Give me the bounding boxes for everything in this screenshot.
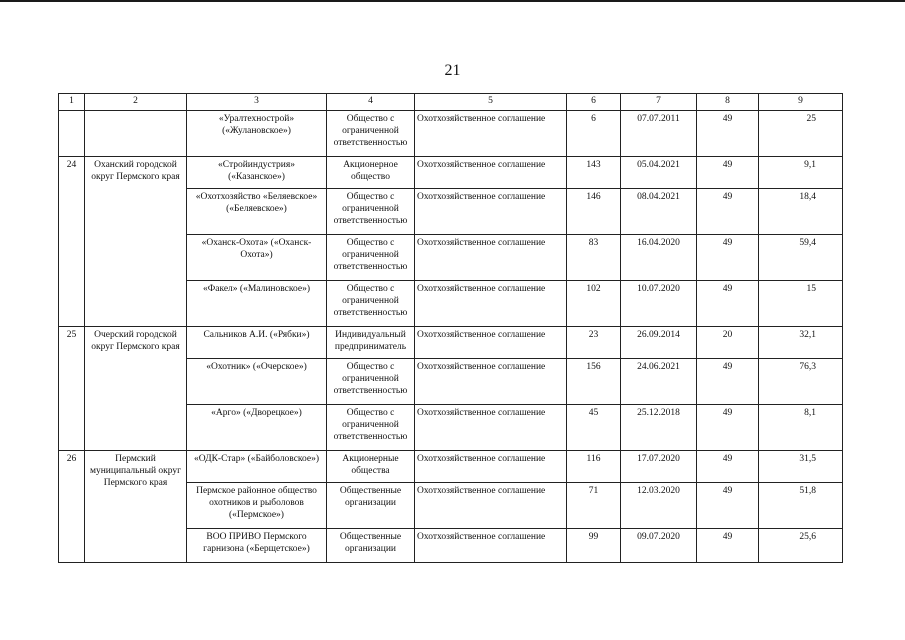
cell-term: 49 (697, 359, 759, 405)
cell-legal-form: Акционерное общество (327, 157, 415, 189)
cell-term: 49 (697, 281, 759, 327)
cell-document: Охотхозяйственное соглашение (415, 405, 567, 451)
hunting-agreements-table (58, 93, 843, 563)
cell-user-name: «Факел» («Малиновское») (187, 281, 327, 327)
table-row (59, 111, 843, 157)
cell-user-name: Сальников А.И. («Рябки») (187, 327, 327, 359)
cell-number: 45 (567, 405, 621, 451)
cell-no: 25 (59, 327, 85, 451)
cell-no: 26 (59, 451, 85, 563)
cell-user-name: «Стройиндустрия» («Казанское») (187, 157, 327, 189)
cell-region: Оханский городской округ Пермского края (85, 157, 187, 327)
cell-no: 24 (59, 157, 85, 327)
cell-area: 51,8 (759, 483, 843, 529)
cell-number: 71 (567, 483, 621, 529)
table-row (59, 157, 843, 189)
cell-date: 26.09.2014 (621, 327, 697, 359)
cell-date: 24.06.2021 (621, 359, 697, 405)
cell-term: 49 (697, 111, 759, 157)
col-header-5: 5 (415, 94, 567, 111)
cell-area: 9,1 (759, 157, 843, 189)
table-header-row (59, 94, 843, 111)
cell-date: 07.07.2011 (621, 111, 697, 157)
cell-area: 31,5 (759, 451, 843, 483)
cell-document: Охотхозяйственное соглашение (415, 529, 567, 563)
col-header-4: 4 (327, 94, 415, 111)
cell-user-name: Пермское районное общество охотников и рыболовов («Пермское») (187, 483, 327, 529)
cell-user-name: ВОО ПРИВО Пермского гарнизона («Берщетское») (187, 529, 327, 563)
col-header-9: 9 (759, 94, 843, 111)
table-row (59, 451, 843, 483)
cell-document: Охотхозяйственное соглашение (415, 189, 567, 235)
cell-area: 8,1 (759, 405, 843, 451)
cell-legal-form: Общество с ограниченной ответственностью (327, 405, 415, 451)
cell-document: Охотхозяйственное соглашение (415, 483, 567, 529)
cell-date: 25.12.2018 (621, 405, 697, 451)
cell-user-name: «Охотхозяйство «Беляевское» («Беляевское») (187, 189, 327, 235)
cell-term: 49 (697, 451, 759, 483)
cell-term: 20 (697, 327, 759, 359)
cell-number: 6 (567, 111, 621, 157)
col-header-6: 6 (567, 94, 621, 111)
cell-number: 143 (567, 157, 621, 189)
cell-area: 18,4 (759, 189, 843, 235)
cell-user-name: «Арго» («Дворецкое») (187, 405, 327, 451)
cell-number: 102 (567, 281, 621, 327)
cell-document: Охотхозяйственное соглашение (415, 111, 567, 157)
cell-term: 49 (697, 157, 759, 189)
cell-date: 12.03.2020 (621, 483, 697, 529)
cell-region: Очерский городской округ Пермского края (85, 327, 187, 451)
cell-number: 116 (567, 451, 621, 483)
col-header-2: 2 (85, 94, 187, 111)
cell-user-name: «ОДК-Стар» («Байболовское») (187, 451, 327, 483)
cell-date: 10.07.2020 (621, 281, 697, 327)
cell-number: 156 (567, 359, 621, 405)
cell-legal-form: Индивидуальный предприниматель (327, 327, 415, 359)
cell-legal-form: Общество с ограниченной ответственностью (327, 189, 415, 235)
cell-legal-form: Общество с ограниченной ответственностью (327, 111, 415, 157)
cell-legal-form: Общество с ограниченной ответственностью (327, 281, 415, 327)
col-header-3: 3 (187, 94, 327, 111)
cell-document: Охотхозяйственное соглашение (415, 281, 567, 327)
cell-date: 17.07.2020 (621, 451, 697, 483)
cell-user-name: «Охотник» («Очерское») (187, 359, 327, 405)
cell-user-name: «Оханск-Охота» («Оханск-Охота») (187, 235, 327, 281)
cell-date: 09.07.2020 (621, 529, 697, 563)
cell-region (85, 111, 187, 157)
cell-document: Охотхозяйственное соглашение (415, 451, 567, 483)
table-row (59, 327, 843, 359)
cell-area: 59,4 (759, 235, 843, 281)
cell-area: 76,3 (759, 359, 843, 405)
cell-area: 32,1 (759, 327, 843, 359)
cell-region: Пермский муниципальный округ Пермского края (85, 451, 187, 563)
cell-legal-form: Акционерные общества (327, 451, 415, 483)
cell-document: Охотхозяйственное соглашение (415, 235, 567, 281)
cell-number: 146 (567, 189, 621, 235)
cell-legal-form: Общественные организации (327, 483, 415, 529)
page-number: 21 (444, 62, 461, 79)
cell-legal-form: Общественные организации (327, 529, 415, 563)
cell-area: 25 (759, 111, 843, 157)
cell-area: 25,6 (759, 529, 843, 563)
cell-document: Охотхозяйственное соглашение (415, 327, 567, 359)
cell-document: Охотхозяйственное соглашение (415, 359, 567, 405)
cell-area: 15 (759, 281, 843, 327)
cell-number: 83 (567, 235, 621, 281)
cell-date: 08.04.2021 (621, 189, 697, 235)
cell-user-name: «Уралтехнострой» («Жулановское») (187, 111, 327, 157)
cell-term: 49 (697, 189, 759, 235)
cell-date: 05.04.2021 (621, 157, 697, 189)
cell-no (59, 111, 85, 157)
cell-number: 23 (567, 327, 621, 359)
col-header-1: 1 (59, 94, 85, 111)
cell-number: 99 (567, 529, 621, 563)
cell-term: 49 (697, 235, 759, 281)
cell-document: Охотхозяйственное соглашение (415, 157, 567, 189)
col-header-7: 7 (621, 94, 697, 111)
cell-term: 49 (697, 483, 759, 529)
cell-term: 49 (697, 405, 759, 451)
col-header-8: 8 (697, 94, 759, 111)
cell-date: 16.04.2020 (621, 235, 697, 281)
scan-top-border (0, 0, 905, 2)
cell-legal-form: Общество с ограниченной ответственностью (327, 359, 415, 405)
cell-legal-form: Общество с ограниченной ответственностью (327, 235, 415, 281)
cell-term: 49 (697, 529, 759, 563)
